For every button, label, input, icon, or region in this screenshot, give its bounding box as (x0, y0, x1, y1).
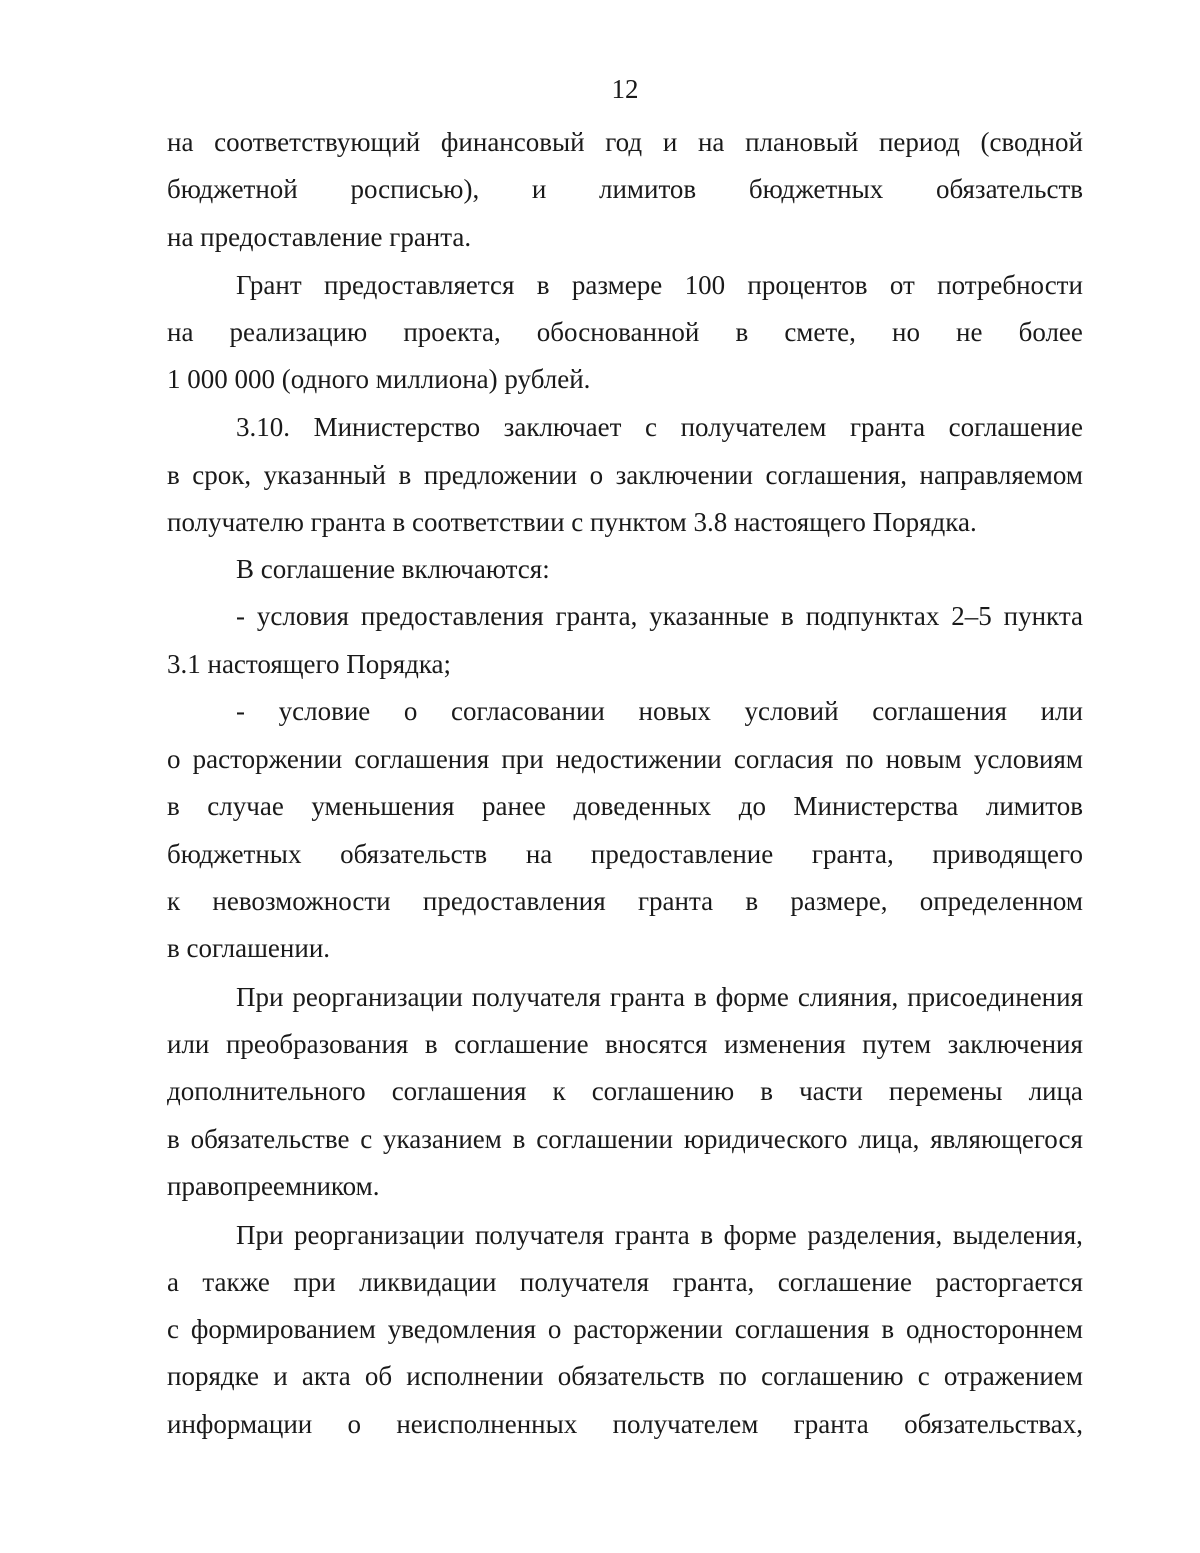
word: гранта (614, 1220, 690, 1250)
word: на (167, 317, 194, 347)
word: плановый (745, 127, 859, 157)
word: обязательстве (190, 1124, 350, 1154)
word: при (501, 744, 544, 774)
page-number: 12 (611, 74, 639, 104)
word: порядке (167, 1361, 260, 1391)
word: расторжении (573, 1314, 723, 1344)
word: обязательствах, (904, 1409, 1083, 1439)
word: в (781, 601, 794, 631)
word: в (167, 791, 180, 821)
word: процентов (747, 270, 868, 300)
word: слияния, (797, 982, 899, 1012)
word: предоставления (360, 601, 544, 631)
word: смете, (784, 317, 856, 347)
word: ранее (481, 791, 546, 821)
word: в (760, 1076, 773, 1106)
word: гранта (637, 886, 714, 916)
word: указанный (263, 460, 387, 490)
text-line (167, 214, 1083, 262)
word: исполнении (406, 1361, 544, 1391)
word: неисполненных (396, 1409, 578, 1439)
word: в (694, 982, 707, 1012)
word: бюджетной (167, 174, 298, 204)
word: соглашении (536, 1124, 674, 1154)
word: условия (256, 601, 349, 631)
word: с (360, 1124, 373, 1154)
word: предоставляется (324, 270, 515, 300)
word: предоставление (590, 839, 774, 869)
word: в (167, 460, 180, 490)
word: соглашение (777, 1267, 913, 1297)
word: гранта, (811, 839, 894, 869)
word: 1 000 000 (одного миллиона) рублей. (167, 364, 591, 394)
word: соглашению (761, 1361, 904, 1391)
word: 3.10. (236, 412, 290, 442)
word: получателя (474, 1220, 605, 1250)
word: случае (207, 791, 284, 821)
word: указанием (383, 1124, 502, 1154)
word: в (536, 270, 550, 300)
word: и (273, 1361, 288, 1391)
word: заключения (947, 1029, 1083, 1059)
word: об (364, 1361, 393, 1391)
word: по (845, 744, 874, 774)
word: гранта, (672, 1267, 755, 1297)
word: доведенных (573, 791, 712, 821)
word: приводящего (932, 839, 1083, 869)
text-line (167, 736, 1083, 784)
word: в (735, 317, 749, 347)
word: период (878, 127, 960, 157)
word: указанные (649, 601, 770, 631)
word: одностороннем (905, 1314, 1083, 1344)
text-line (167, 1116, 1083, 1164)
word: год (605, 127, 643, 157)
word: гранта, (555, 601, 638, 631)
word: и (662, 127, 678, 157)
word: не (956, 317, 983, 347)
word: по (718, 1361, 747, 1391)
word: гранта (609, 982, 686, 1012)
word: новых (638, 696, 711, 726)
text-line (167, 1163, 1083, 1211)
text-line (167, 262, 1083, 310)
word: лица, (858, 1124, 920, 1154)
word: уменьшения (311, 791, 455, 821)
word: реорганизации (294, 1220, 465, 1250)
word: согласия (733, 744, 834, 774)
word: о (589, 460, 604, 490)
word: и (531, 174, 547, 204)
word: соглашения, (765, 460, 907, 490)
text-line (167, 119, 1083, 167)
word: являющегося (930, 1124, 1083, 1154)
word: предоставления (422, 886, 606, 916)
word: условие (278, 696, 371, 726)
text-line (167, 1401, 1083, 1449)
word: соглашение (454, 1029, 589, 1059)
word: к (167, 886, 181, 916)
word: Грант (236, 270, 302, 300)
text-line (167, 593, 1083, 641)
word: реорганизации (292, 982, 463, 1012)
word: При (236, 982, 284, 1012)
word: лица (1028, 1076, 1083, 1106)
word: условиям (973, 744, 1083, 774)
word: о (403, 696, 418, 726)
word: перемены (888, 1076, 1003, 1106)
word: пункта (1003, 601, 1083, 631)
word: с (645, 412, 657, 442)
text-line (167, 499, 1083, 547)
word: соглашения (734, 1314, 870, 1344)
word: форме (723, 1220, 797, 1250)
word: отражением (943, 1361, 1083, 1391)
word: юридического (683, 1124, 848, 1154)
word: заключении (615, 460, 753, 490)
word: в (512, 1124, 526, 1154)
word: потребности (937, 270, 1083, 300)
word: в (881, 1314, 895, 1344)
text-line (167, 878, 1083, 926)
text-line (167, 166, 1083, 214)
word: проекта, (403, 317, 501, 347)
word: информации (167, 1409, 313, 1439)
word: акта (301, 1361, 351, 1391)
word: а (167, 1267, 179, 1297)
word: в (424, 1029, 438, 1059)
word: обязательств (935, 174, 1083, 204)
text-line (167, 356, 1083, 404)
word: получателем (680, 412, 827, 442)
word: соглашению (591, 1076, 735, 1106)
text-line (167, 1212, 1083, 1260)
text-line (167, 404, 1083, 452)
text-line (167, 641, 1083, 689)
word: росписью), (350, 174, 480, 204)
word: до (738, 791, 766, 821)
word: 2–5 (951, 601, 992, 631)
word: подпунктах (805, 601, 940, 631)
word: с (917, 1361, 930, 1391)
word: ликвидации (359, 1267, 497, 1297)
word: Министерства (793, 791, 959, 821)
word: 3.1 настоящего Порядка; (167, 649, 452, 679)
word: но (892, 317, 920, 347)
text-line (167, 452, 1083, 500)
text-line (167, 1021, 1083, 1069)
word: обоснованной (536, 317, 700, 347)
text-line (167, 1353, 1083, 1401)
word: гранта (793, 1409, 869, 1439)
word: расторгается (935, 1267, 1083, 1297)
word: в (398, 460, 412, 490)
word: правопреемником. (167, 1171, 380, 1201)
word: получателя (471, 982, 601, 1012)
word: путем (862, 1029, 932, 1059)
word: на (167, 127, 194, 157)
word: при (293, 1267, 336, 1297)
text-line (167, 1306, 1083, 1354)
word: согласовании (451, 696, 605, 726)
word: заключает (503, 412, 622, 442)
word: - (236, 601, 245, 631)
word: более (1018, 317, 1083, 347)
word: При (236, 1220, 284, 1250)
text-line (167, 925, 1083, 973)
word: финансовый (440, 127, 585, 157)
text-line (167, 1259, 1083, 1307)
word: в (745, 886, 759, 916)
word: изменения (724, 1029, 846, 1059)
word: или (1040, 696, 1083, 726)
word: лимитов (985, 791, 1083, 821)
word: на (525, 839, 553, 869)
word: лимитов (599, 174, 697, 204)
word: о (547, 1314, 562, 1344)
word: присоединения (907, 982, 1083, 1012)
word: или (167, 1029, 210, 1059)
word: в (700, 1220, 714, 1250)
text-line (167, 783, 1083, 831)
word: предложении (423, 460, 578, 490)
word: направляемом (919, 460, 1083, 490)
word: вносятся (605, 1029, 708, 1059)
word: получателем (612, 1409, 759, 1439)
word: дополнительного (167, 1076, 366, 1106)
word: на предоставление гранта. (167, 222, 472, 252)
word: к (552, 1076, 566, 1106)
word: соглашения (391, 1076, 527, 1106)
word: уведомления (387, 1314, 537, 1344)
word: в соглашении. (167, 933, 331, 963)
word: выделения, (952, 1220, 1083, 1250)
word: бюджетных (748, 174, 884, 204)
word: - (236, 696, 245, 726)
word: соглашения (872, 696, 1007, 726)
word: на (697, 127, 725, 157)
word: обязательств (340, 839, 488, 869)
word: соглашение (948, 412, 1083, 442)
word: соответствующий (214, 127, 421, 157)
word: новым (885, 744, 962, 774)
text-line (167, 546, 1083, 594)
word: о (347, 1409, 362, 1439)
word: гранта (849, 412, 926, 442)
word: В соглашение включаются: (236, 554, 550, 584)
word: реализацию (229, 317, 368, 347)
word: получателю гранта в соответствии с пунктом 3.8 настоящего Порядка. (167, 507, 977, 537)
word: определенном (919, 886, 1083, 916)
word: невозможности (212, 886, 391, 916)
word: форме (715, 982, 789, 1012)
text-line (167, 974, 1083, 1022)
word: преобразования (225, 1029, 409, 1059)
text-line (167, 1068, 1083, 1116)
word: бюджетных (167, 839, 302, 869)
word: части (799, 1076, 863, 1106)
word: недостижении (555, 744, 722, 774)
word: срок, (192, 460, 252, 490)
word: размере (571, 270, 663, 300)
word: также (202, 1267, 270, 1297)
text-line (167, 688, 1083, 736)
word: условий (744, 696, 839, 726)
word: соглашения (354, 744, 490, 774)
word: размере, (790, 886, 888, 916)
word: получателя (519, 1267, 650, 1297)
word: в (167, 1124, 180, 1154)
word: Министерство (313, 412, 481, 442)
word: (сводной (980, 127, 1083, 157)
text-line (167, 831, 1083, 879)
word: о (167, 744, 181, 774)
word: обязательств (557, 1361, 705, 1391)
word: формированием (190, 1314, 376, 1344)
word: от (889, 270, 915, 300)
word: с (167, 1314, 179, 1344)
word: 100 (684, 270, 726, 300)
word: расторжении (192, 744, 343, 774)
word: разделения, (807, 1220, 943, 1250)
text-line (167, 309, 1083, 357)
